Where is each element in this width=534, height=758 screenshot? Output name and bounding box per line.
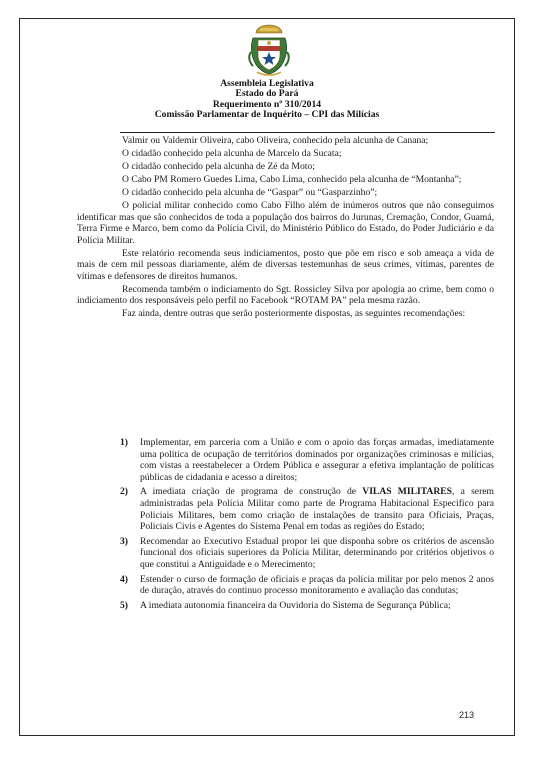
paragraph: Este relatório recomenda seus indiciamentos, posto que põe em risco e sob ameaça a vida de mais de cem mil pessoas diariamente, além de diversas testemunhas de seus crimes, vítimas, parentes de vítimas e defensores de direitos humanos.: [77, 247, 494, 282]
list-item: [120, 574, 494, 597]
header-state: Estado do Pará: [235, 88, 299, 100]
header-commission: Comissão Parlamentar de Inquérito – CPI das Milícias: [154, 108, 380, 120]
list-text: A imediata autonomia financeira da Ouvidoria do Sistema de Segurança Pública;: [140, 599, 451, 611]
list-item: [120, 600, 494, 612]
document-header: [20, 79, 514, 120]
paragraph: O cidadão conhecido pela alcunha de “Gaspar” ou “Gasparzinho”;: [122, 186, 378, 198]
list-item: [120, 437, 494, 483]
document-body: [77, 135, 494, 321]
coat-of-arms-seal: [247, 22, 291, 78]
paragraph: O Cabo PM Romero Guedes Lima, Cabo Lima, conhecido pela alcunha de “Montanha”;: [122, 173, 462, 185]
paragraph: Recomenda também o indiciamento do Sgt. Rossicley Silva por apologia ao crime, bem como o indiciamento dos responsáveis pelo perfil no Facebook “ROTAM PA” pela mesma razão.: [77, 283, 494, 307]
header-rule: [120, 132, 495, 133]
recommendations-list: [120, 437, 494, 614]
paragraph: O policial militar conhecido como Cabo Filho além de inúmeros outros que não conseguimos identificar mas que são conhecidos de toda a população dos bairros do Jurunas, Cremação, Condor, Guamá, Terra Firme e Marco, bem como da Polícia Civil, do Ministério Público do Estado, do Poder Judiciário e da Polícia Militar.: [77, 199, 494, 246]
list-text-pre: A imediata criação de programa de construção de: [140, 486, 363, 498]
list-text: [140, 486, 494, 532]
list-number: 1): [120, 437, 128, 448]
paragraph: Valmir ou Valdemir Oliveira, cabo Oliveira, conhecido pela alcunha de Canana;: [122, 135, 429, 146]
paragraph: O cidadão conhecido pela alcunha de Marcelo da Sucata;: [122, 147, 342, 159]
list-number: 4): [120, 573, 128, 585]
page-number: 213: [458, 710, 474, 720]
list-item: [120, 486, 494, 532]
list-number: 5): [120, 599, 128, 611]
list-number: 3): [120, 535, 128, 547]
list-text: Recomendar ao Executivo Estadual propor lei que disponha sobre os critérios de ascensão funcional dos oficiais superiores da Polícia Militar, determinando por critérios objetivos o que constitui a Antiguidade e o Merecimento;: [140, 535, 494, 570]
list-text-post: , a serem administradas pela Polícia Militar como parte de Programa Habitacional Especifico para Policiais Militares, bem como criação de instalações de transito para Oficiais, Praças, Policiais Civis e Agentes do Sistema Penal em todas as regiões do Estado;: [140, 486, 494, 533]
header-requirement: Requerimento nº 310/2014: [212, 98, 322, 110]
list-number: 2): [120, 486, 128, 498]
list-text-bold: VILAS MILITARES: [362, 486, 452, 498]
list-item: [120, 536, 494, 571]
list-text: Estender o curso de formação de oficiais e praças da polícia militar por pelo menos 2 anos de duração, através do continuo processo monitoramento e avaliação das condutas;: [140, 573, 494, 597]
document-page: [19, 18, 515, 736]
paragraph: Faz ainda, dentre outras que serão posteriormente dispostas, as seguintes recomendações:: [122, 308, 466, 320]
list-text: Implementar, em parceria com a União e com o apoio das forças armadas, imediatamente uma política de ocupação de territórios dominados por organizações criminosas e milícias, com vistas a reestabelecer a Ordem Pública e assegurar a efetiva implantação de políticas públicas de cidadania e acesso a direitos;: [140, 437, 494, 483]
paragraph: O cidadão conhecido pela alcunha de Zé da Moto;: [122, 160, 315, 172]
header-assembly: Assembleia Legislativa: [220, 78, 314, 89]
